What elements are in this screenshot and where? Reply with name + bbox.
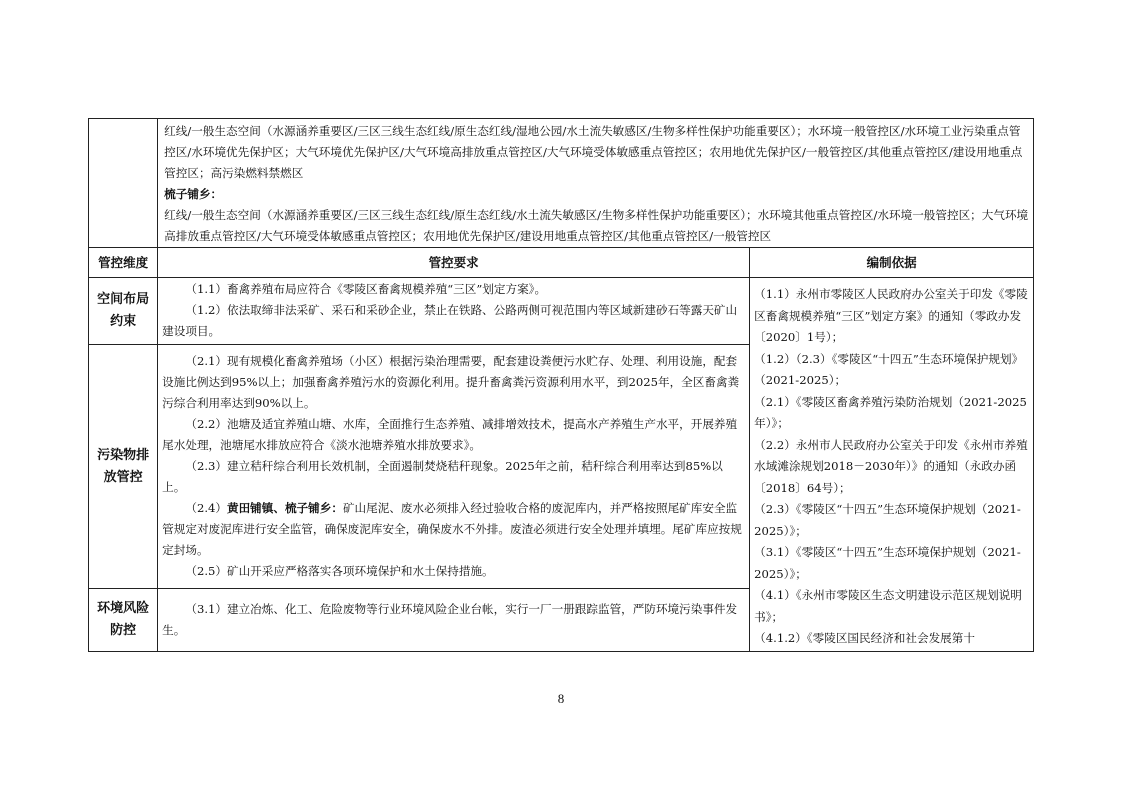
requirements-spatial-layout: [158, 278, 750, 345]
basis-item: （2.3）《零陵区“十四五”生态环境保护规划（2021-2025）》；: [754, 502, 1021, 538]
req-2-3: （2.3）建立秸秆综合利用长效机制，全面遏制焚烧秸秆现象。2025年之前，秸秆综合利用率达到85%以上。: [162, 459, 723, 495]
requirements-risk-control: [158, 589, 750, 651]
req-2-4: [162, 498, 745, 561]
basis-item: （4.1）《永州市零陵区生态文明建设示范区规划说明书》；: [754, 588, 1022, 624]
req-2-4-townships: 黄田铺镇、梳子铺乡：: [226, 501, 343, 516]
row-spatial-layout: [89, 278, 1034, 345]
basis-item: （1.1）永州市零陵区人民政府办公室关于印发《零陵区畜禽规模养殖“三区”划定方案》的通知（零政办发〔2020〕1号）；: [754, 287, 1028, 344]
header-basis: 编制依据: [750, 248, 1034, 278]
continuation-para-1: 红线/一般生态空间（水源涵养重要区/三区三线生态红线/原生态红线/湿地公园/水土流失敏感区/生物多样性保护功能重要区）；水环境一般管控区/水环境工业污染重点管控区/水环境优先保护区；大气环境优先保护区/大气环境高排放重点管控区/大气环境受体敏感重点管控区；农用地优先保护区/一般管控区/其他重点管控区/建设用地重点管控区；高污染燃料禁燃区: [164, 124, 1023, 180]
req-2-5: （2.5）矿山开采应严格落实各项环境保护和水土保持措施。: [185, 564, 494, 579]
continuation-cell: [158, 119, 1034, 248]
township-heading-shuzipu: 梳子铺乡：: [164, 187, 223, 201]
continuation-blank-cell: [89, 119, 158, 248]
basis-item: （2.1）《零陵区畜禽养殖污染防治规划（2021-2025年）》；: [754, 394, 1027, 430]
dimension-pollution-control: 污染物排放管控: [89, 345, 158, 589]
req-2-1: （2.1）现有规模化畜禽养殖场（小区）根据污染治理需要，配套建设粪便污水贮存、处理、利用设施，配套设施比例达到95%以上；加强畜禽养殖污水的资源化利用。提升畜禽粪污资源利用水平，到2025年，全区畜禽粪污综合利用率达到90%以上。: [162, 354, 740, 411]
continuation-para-2: 红线/一般生态空间（水源涵养重要区/三区三线生态红线/原生态红线/水土流失敏感区/生物多样性保护功能重要区）；水环境其他重点管控区/水环境一般管控区；大气环境高排放重点管控区/大气环境受体敏感重点管控区；农用地优先保护区/建设用地重点管控区/其他重点管控区/一般管控区: [164, 208, 1029, 243]
req-2-2: （2.2）池塘及适宜养殖山塘、水库，全面推行生态养殖、减排增效技术，提高水产养殖生产水平，开展养殖尾水处理，池塘尾水排放应符合《淡水池塘养殖水排放要求》。: [162, 417, 738, 453]
requirements-pollution-control: [158, 345, 750, 589]
page-number: 8: [557, 691, 565, 706]
req-1-2: （1.2）依法取缔非法采矿、采石和采砂企业，禁止在铁路、公路两侧可视范围内等区域新建砂石等露天矿山建设项目。: [162, 303, 738, 338]
basis-item: （3.1）《零陵区“十四五”生态环境保护规划（2021-2025）》；: [754, 545, 1021, 581]
req-2-4-prefix: （2.4）: [185, 501, 227, 516]
req-2-4-text: 矿山尾泥、废水必须排入经过验收合格的废泥库内，并严格按照尾矿库安全监管规定对废泥库进行安全监管，确保废泥库安全，确保废水不外排。废渣必须进行安全处理并填埋。尾矿库应按规定封场。: [162, 501, 742, 558]
header-requirements: 管控要求: [158, 248, 750, 278]
dimension-risk-control: 环境风险防控: [89, 589, 158, 651]
req-1-1: （1.1）畜禽养殖布局应符合《零陵区畜禽规模养殖“三区”划定方案》。: [185, 282, 547, 296]
dimension-spatial-layout: 空间布局约束: [89, 278, 158, 345]
header-dimension: 管控维度: [89, 248, 158, 278]
req-3-1: （3.1）建立冶炼、化工、危险废物等行业环境风险企业台帐，实行一厂一册跟踪监管，严防环境污染事件发生。: [162, 602, 738, 638]
continuation-row: [89, 119, 1034, 248]
basis-item: （2.2）永州市人民政府办公室关于印发《永州市养殖水域滩涂规划2018－2030年）》的通知（永政办函〔2018〕64号）；: [754, 437, 1028, 495]
basis-item: （4.1.2）《零陵区国民经济和社会发展第十: [754, 631, 975, 645]
control-table: [88, 118, 1034, 652]
basis-cell: [750, 278, 1034, 652]
header-row: [89, 248, 1034, 278]
basis-item: （1.2）（2.3）《零陵区“十四五”生态环境保护规划》（2021-2025）；: [754, 351, 1024, 387]
